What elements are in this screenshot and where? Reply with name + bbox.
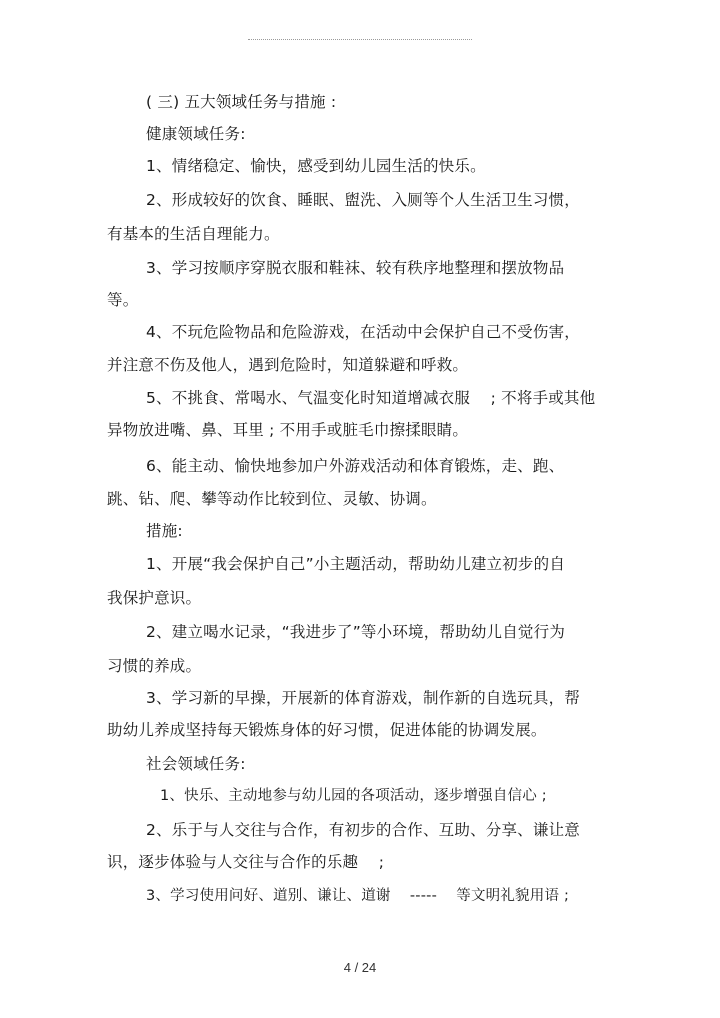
health-item-2-line-2: 有基本的生活自理能力。: [107, 225, 280, 243]
health-item-6-line-1: 6、能主动、愉快地参加户外游戏活动和体育锻炼，走、跑、: [146, 457, 565, 475]
header-rule: [248, 39, 472, 40]
social-item-3-line-1: 3、学习使用问好、道别、谦让、道谢 ----- 等文明礼貌用语 ;: [146, 888, 570, 904]
health-item-3-line-1: 3、学习按顺序穿脱衣服和鞋袜、较有秩序地整理和摆放物品: [146, 259, 565, 277]
measure-item-3-line-1: 3、学习新的早操，开展新的体育游戏，制作新的自选玩具，帮: [146, 689, 580, 707]
health-item-5-line-2: 异物放进嘴、鼻、耳里 ; 不用手或脏毛巾擦揉眼睛。: [107, 421, 469, 439]
measures-heading: 措施:: [146, 522, 183, 540]
social-item-2-line-1: 2、乐于与人交往与合作，有初步的合作、互助、分享、谦让意: [146, 821, 580, 839]
measure-item-2-line-1: 2、建立喝水记录，“我进步了”等小环境，帮助幼儿自觉行为: [146, 623, 566, 641]
health-heading: 健康领域任务:: [146, 125, 246, 143]
health-item-6-line-2: 跳、钻、爬、攀等动作比较到位、灵敏、协调。: [107, 490, 437, 508]
measure-item-1-line-1: 1、开展“我会保护自己”小主题活动，帮助幼儿建立初步的自: [146, 555, 566, 573]
measure-item-2-line-2: 习惯的养成。: [107, 657, 202, 675]
social-item-1-line-1: 1、快乐、主动地参与幼儿园的各项活动，逐步增强自信心 ;: [160, 788, 547, 804]
page-number: 4 / 24: [343, 960, 377, 975]
measure-item-1-line-2: 我保护意识。: [107, 589, 202, 607]
health-item-4-line-1: 4、不玩危险物品和危险游戏，在活动中会保护自己不受伤害，: [146, 323, 580, 341]
section-title: ( 三) 五大领域任务与措施 :: [146, 93, 337, 111]
health-item-4-line-2: 并注意不伤及他人，遇到危险时，知道躲避和呼救。: [107, 356, 469, 374]
health-item-5-line-1: 5、不挑食、常喝水、气温变化时知道增减衣服 ; 不将手或其他: [146, 389, 596, 407]
health-item-3-line-2: 等。: [107, 291, 139, 309]
social-item-2-line-2: 识，逐步体验与人交往与合作的乐趣 ;: [107, 853, 385, 871]
health-item-1-line-1: 1、情绪稳定、愉快，感受到幼儿园生活的快乐。: [146, 157, 486, 175]
health-item-2-line-1: 2、形成较好的饮食、睡眠、盥洗、入厕等个人生活卫生习惯，: [146, 191, 580, 209]
measure-item-3-line-2: 助幼儿养成坚持每天锻炼身体的好习惯，促进体能的协调发展。: [107, 721, 547, 739]
social-heading: 社会领域任务:: [146, 755, 246, 773]
